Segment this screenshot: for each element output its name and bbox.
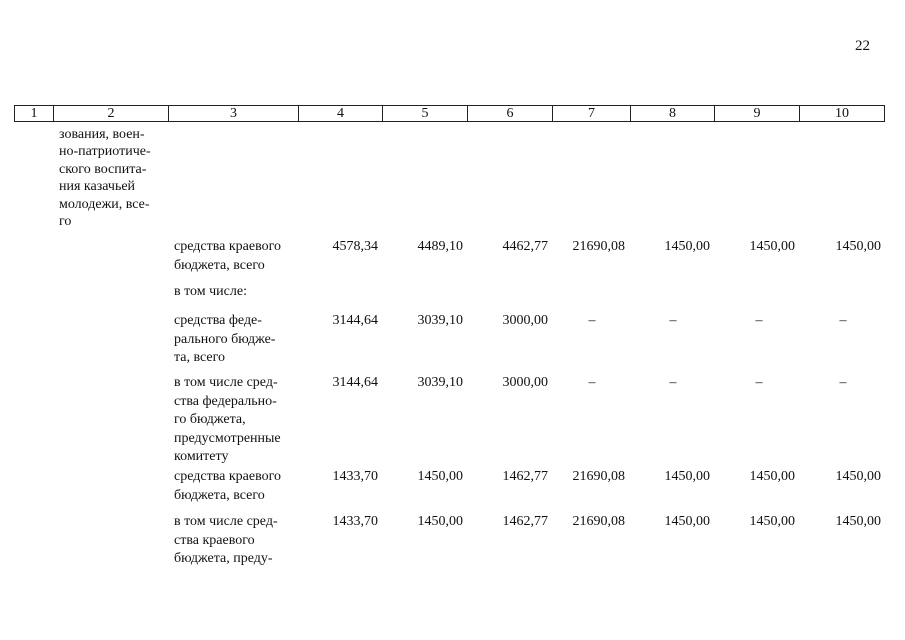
header-col-10: 10 — [799, 105, 885, 122]
dash-col-9: – — [755, 313, 763, 328]
label-line: комитету — [174, 449, 229, 464]
label-line: в том числе: — [174, 284, 247, 299]
label-line: бюджета, всего — [174, 487, 265, 503]
label-line: ства краевого — [174, 532, 255, 548]
text-line: но-патриотиче- — [59, 144, 151, 160]
page-number: 22 — [855, 38, 870, 54]
value-col-5: 1450,00 — [417, 469, 463, 484]
dash-col-7: – — [588, 375, 596, 390]
row-label — [174, 238, 295, 275]
dash-col-8: – — [669, 313, 677, 328]
value-col-10: 1450,00 — [835, 239, 881, 254]
header-col-2: 2 — [53, 105, 169, 122]
label-line: средства краевого — [174, 239, 281, 254]
text-line: молодежи, все- — [59, 196, 150, 212]
label-line: го бюджета, — [174, 412, 246, 427]
value-col-10: 1450,00 — [835, 514, 881, 529]
value-col-7: 21690,08 — [572, 514, 625, 529]
row-label — [174, 312, 295, 368]
header-col-7: 7 — [552, 105, 631, 122]
dash-col-10: – — [839, 375, 847, 390]
label-line: в том числе сред- — [174, 514, 278, 529]
value-col-4: 4578,34 — [332, 239, 378, 254]
row-label — [174, 513, 295, 569]
value-col-8: 1450,00 — [664, 469, 710, 484]
header-col-4: 4 — [298, 105, 383, 122]
header-col-3: 3 — [168, 105, 299, 122]
text-line: зования, воен- — [59, 127, 145, 142]
dash-col-10: – — [839, 313, 847, 328]
label-line: средства феде- — [174, 313, 262, 328]
value-col-10: 1450,00 — [835, 469, 881, 484]
value-col-6: 3000,00 — [502, 313, 548, 328]
label-line: предусмотренные — [174, 430, 281, 446]
dash-col-9: – — [755, 375, 763, 390]
header-col-8: 8 — [630, 105, 715, 122]
program-description — [59, 126, 163, 230]
row-label — [174, 468, 295, 505]
dash-col-7: – — [588, 313, 596, 328]
text-line: го — [59, 214, 72, 230]
header-col-6: 6 — [467, 105, 553, 122]
row-label — [174, 283, 295, 302]
header-col-9: 9 — [714, 105, 800, 122]
value-col-6: 3000,00 — [502, 375, 548, 390]
value-col-4: 3144,64 — [332, 375, 378, 390]
value-col-9: 1450,00 — [749, 469, 795, 484]
label-line: в том числе сред- — [174, 375, 278, 390]
header-col-1: 1 — [14, 105, 54, 122]
value-col-8: 1450,00 — [664, 514, 710, 529]
value-col-5: 3039,10 — [417, 375, 463, 390]
label-line: бюджета, всего — [174, 257, 265, 273]
value-col-8: 1450,00 — [664, 239, 710, 254]
value-col-6: 1462,77 — [502, 469, 548, 484]
label-line: та, всего — [174, 350, 226, 365]
value-col-7: 21690,08 — [572, 469, 625, 484]
value-col-6: 4462,77 — [502, 239, 548, 254]
text-line: ния казачьей — [59, 179, 136, 195]
value-col-9: 1450,00 — [749, 514, 795, 529]
label-line: средства краевого — [174, 469, 281, 484]
header-col-5: 5 — [382, 105, 468, 122]
text-line: ского воспита- — [59, 161, 147, 177]
value-col-5: 1450,00 — [417, 514, 463, 529]
label-line: рального бюдже- — [174, 331, 276, 347]
value-col-4: 3144,64 — [332, 313, 378, 328]
row-label — [174, 374, 295, 467]
dash-col-8: – — [669, 375, 677, 390]
value-col-5: 4489,10 — [417, 239, 463, 254]
value-col-4: 1433,70 — [332, 469, 378, 484]
value-col-9: 1450,00 — [749, 239, 795, 254]
table-header — [14, 105, 885, 122]
label-line: ства федерально- — [174, 393, 277, 409]
label-line: бюджета, преду- — [174, 551, 273, 566]
value-col-7: 21690,08 — [572, 239, 625, 254]
value-col-5: 3039,10 — [417, 313, 463, 328]
value-col-6: 1462,77 — [502, 514, 548, 529]
value-col-4: 1433,70 — [332, 514, 378, 529]
